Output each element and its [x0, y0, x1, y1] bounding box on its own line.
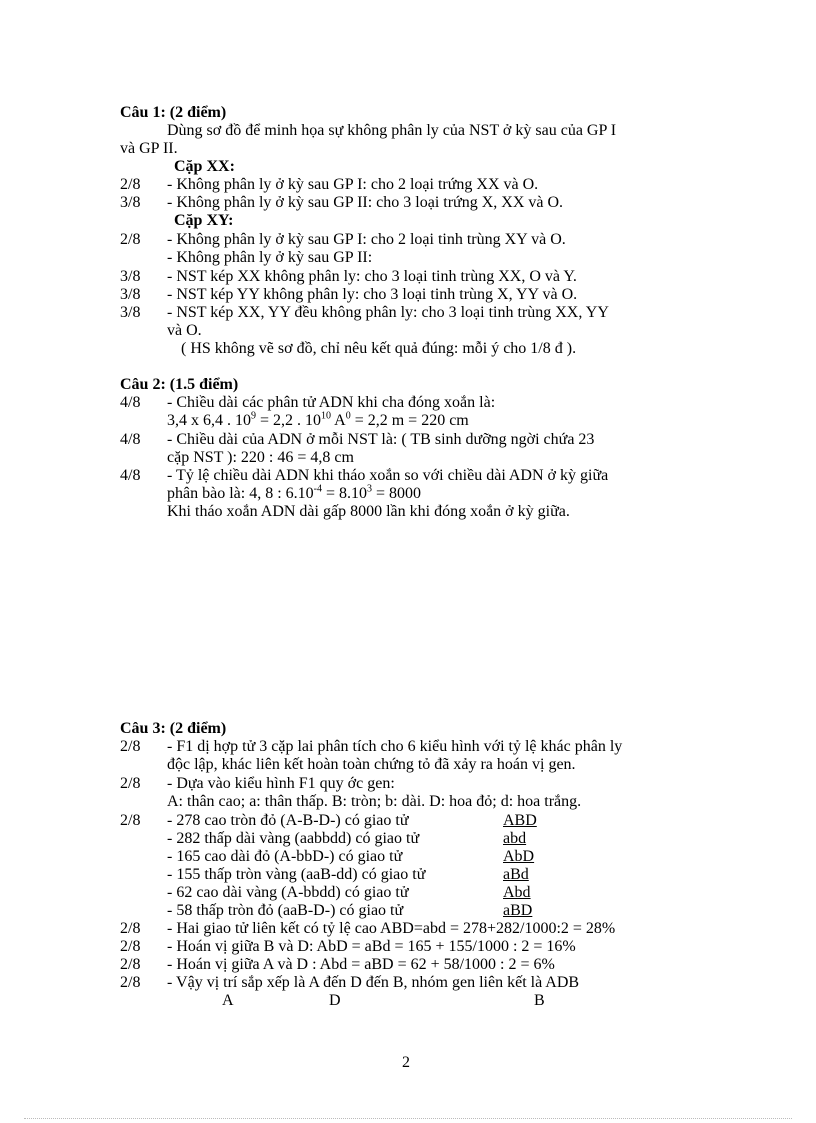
- q2-ratio-exp1: -4: [313, 483, 322, 495]
- q2-row1-calc: [167, 412, 469, 430]
- q2-row1-text: - Chiều dài các phân tử ADN khi cha đóng xoắn là:: [167, 394, 496, 411]
- q2-row2-score: 4/8: [120, 431, 141, 448]
- q3-pheno3-text: - 165 cao dài đỏ (A-bbD-) có giao tử: [167, 848, 403, 865]
- q2-calc-exp2: 10: [321, 410, 332, 422]
- gene-map-a: A: [222, 992, 234, 1009]
- gene-map-d: D: [329, 992, 341, 1009]
- q2-calc-part-a: 3,4 x 6,4 . 10: [167, 412, 251, 429]
- q3-pheno3-gamete: AbD: [503, 848, 535, 865]
- q1-title: Câu 1: (2 điểm): [120, 104, 227, 121]
- q2-calc-part-d: = 2,2 m = 220 cm: [350, 412, 469, 429]
- q1-row2-text: - Không phân ly ở kỳ sau GP II: cho 3 loại trứng X, XX và O.: [167, 194, 564, 211]
- q3-row1-score: 2/8: [120, 738, 141, 755]
- q1-intro-line2: và GP II.: [120, 140, 178, 157]
- q2-calc-part-b: = 2,2 . 10: [256, 412, 322, 429]
- q1-xx-label: Cặp XX:: [174, 158, 235, 175]
- q3-pheno1-gamete: ABD: [503, 812, 537, 829]
- q3-pheno6-gamete: aBD: [503, 902, 533, 919]
- q3-calc2-text: - Hoán vị giữa B và D: AbD = aBd = 165 + 155/1000 : 2 = 16%: [167, 938, 576, 955]
- q1-row1-text: - Không phân ly ở kỳ sau GP I: cho 2 loại trứng XX và O.: [167, 176, 539, 193]
- q1-xy-cont: và O.: [167, 322, 202, 339]
- q1-xy-first-score: 2/8: [120, 231, 141, 248]
- q2-ratio-part-b: = 8.10: [321, 485, 368, 502]
- q1-row1-score: 2/8: [120, 176, 141, 193]
- q2-title: Câu 2: (1.5 điểm): [120, 376, 239, 393]
- q1-row2-score: 3/8: [120, 194, 141, 211]
- q3-pheno5-text: - 62 cao dài vàng (A-bbdd) có giao tử: [167, 884, 409, 901]
- q3-pheno5-gamete: Abd: [503, 884, 531, 901]
- q3-calc4-text: - Vậy vị trí sắp xếp là A đến D đến B, nhóm gen liên kết là ADB: [167, 974, 580, 991]
- q2-ratio-part-c: = 8000: [372, 485, 422, 502]
- q3-pheno6-text: - 58 thấp tròn đỏ (aaB-D-) có giao tử: [167, 902, 404, 919]
- q2-row3-cont: [167, 485, 421, 503]
- q1-xy-row3-score: 3/8: [120, 304, 141, 321]
- q3-row2-cont: A: thân cao; a: thân thấp. B: tròn; b: dài. D: hoa đỏ; d: hoa trắng.: [167, 793, 582, 810]
- q2-calc-exp1: 9: [251, 410, 256, 422]
- q3-pheno2-text: - 282 thấp dài vàng (aabbdd) có giao tử: [167, 830, 420, 847]
- q1-xy-row2-score: 3/8: [120, 286, 141, 303]
- q1-xy-first-text: - Không phân ly ở kỳ sau GP I: cho 2 loại tinh trùng XY và O.: [167, 231, 566, 248]
- q3-row2-score: 2/8: [120, 775, 141, 792]
- q3-pheno2-gamete: abd: [503, 830, 527, 847]
- q2-row2-cont: cặp NST ): 220 : 46 = 4,8 cm: [167, 449, 354, 466]
- q2-row3-score: 4/8: [120, 467, 141, 484]
- q3-row1-text: - F1 dị hợp tử 3 cặp lai phân tích cho 6 kiểu hình với tỷ lệ khác phân ly: [167, 738, 623, 755]
- gene-map-b: B: [534, 992, 545, 1009]
- q3-row2-text: - Dựa vào kiểu hình F1 quy ớc gen:: [167, 775, 395, 792]
- q2-ratio-exp2: 3: [367, 483, 373, 495]
- q3-pheno1-text: - 278 cao tròn đỏ (A-B-D-) có giao tử: [167, 812, 409, 829]
- footer-divider: [24, 1118, 792, 1119]
- q3-pheno4-text: - 155 thấp tròn vàng (aaB-dd) có giao tử: [167, 866, 426, 883]
- q1-xy-row2-text: - NST kép YY không phân ly: cho 3 loại tinh trùng X, YY và O.: [167, 286, 578, 303]
- q3-row3-score: 2/8: [120, 812, 141, 829]
- q2-row2-text: - Chiều dài của ADN ở mỗi NST là: ( TB sinh dưỡng ngời chứa 23: [167, 431, 595, 448]
- q3-calc1-score: 2/8: [120, 920, 141, 937]
- q3-row1-cont: độc lập, khác liên kết hoàn toàn chứng tỏ đã xảy ra hoán vị gen.: [167, 756, 576, 773]
- q1-xy-label: Cặp XY:: [174, 212, 234, 229]
- q1-xy-row1-text: - NST kép XX không phân ly: cho 3 loại tinh trùng XX, O và Y.: [167, 268, 577, 285]
- q3-calc3-score: 2/8: [120, 956, 141, 973]
- q1-xy-row3-text: - NST kép XX, YY đều không phân ly: cho 3 loại tinh trùng XX, YY: [167, 304, 609, 321]
- q2-ratio-part-a: phân bào là: 4, 8 : 6.10: [167, 485, 314, 502]
- q3-title: Câu 3: (2 điểm): [120, 720, 227, 737]
- q2-calc-exp3: 0: [345, 410, 351, 422]
- q1-intro-line1: Dùng sơ đồ để minh họa sự không phân ly của NST ở kỳ sau của GP I: [167, 122, 617, 139]
- q3-calc2-score: 2/8: [120, 938, 141, 955]
- q3-calc1-text: - Hai giao tử liên kết có tỷ lệ cao ABD=abd = 278+282/1000:2 = 28%: [167, 920, 616, 937]
- q2-conclusion: Khi tháo xoắn ADN dài gấp 8000 lần khi đóng xoắn ở kỳ giữa.: [167, 503, 570, 520]
- q2-row1-score: 4/8: [120, 394, 141, 411]
- q3-pheno4-gamete: aBd: [503, 866, 529, 883]
- q2-row3-text: - Tỷ lệ chiều dài ADN khi tháo xoắn so với chiều dài ADN ở kỳ giữa: [167, 467, 609, 484]
- q2-calc-part-c: A: [331, 412, 346, 429]
- page-number: 2: [402, 1054, 410, 1071]
- q3-calc4-score: 2/8: [120, 974, 141, 991]
- q1-note: ( HS không vẽ sơ đồ, chỉ nêu kết quả đúng: mỗi ý cho 1/8 đ ).: [181, 340, 577, 357]
- q3-calc3-text: - Hoán vị giữa A và D : Abd = aBD = 62 + 58/1000 : 2 = 6%: [167, 956, 555, 973]
- q1-xy-row1-score: 3/8: [120, 268, 141, 285]
- q1-xy-sub: - Không phân ly ở kỳ sau GP II:: [167, 249, 373, 266]
